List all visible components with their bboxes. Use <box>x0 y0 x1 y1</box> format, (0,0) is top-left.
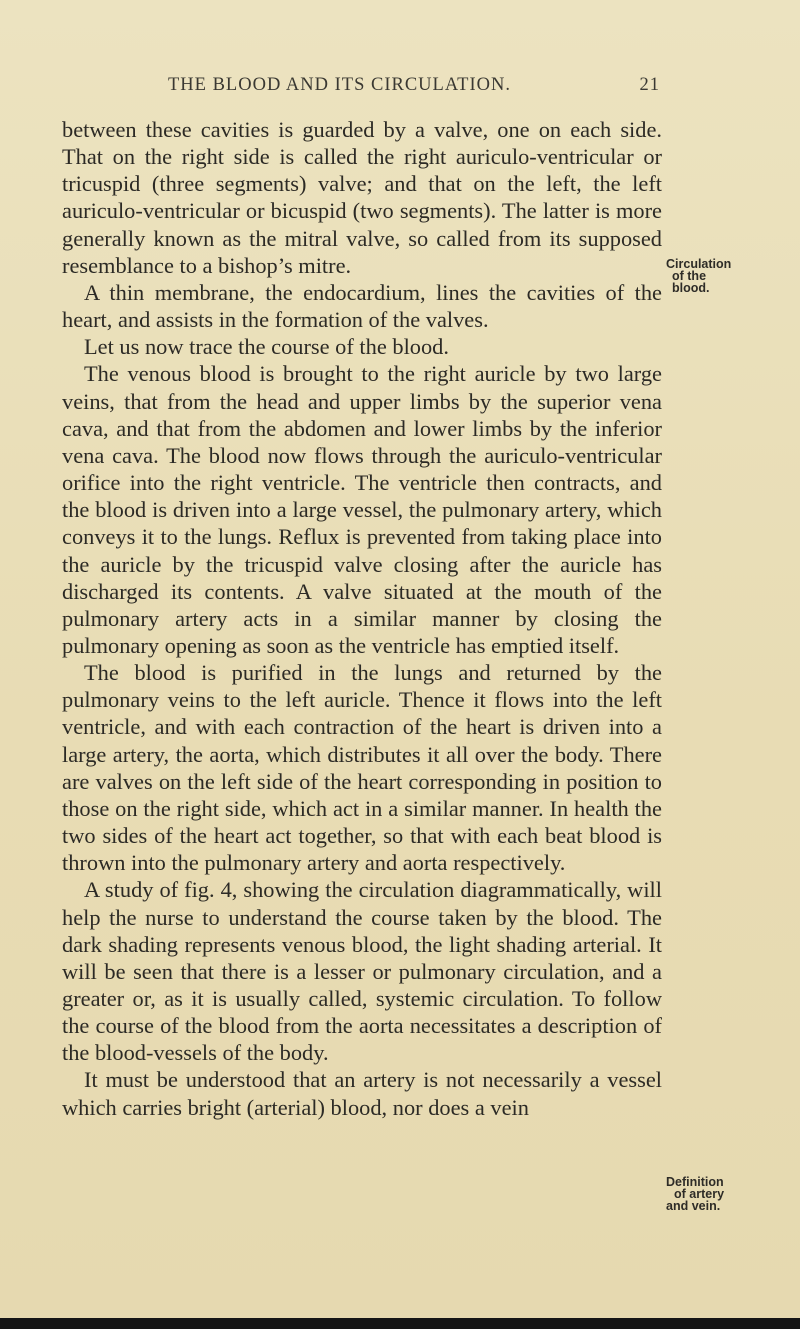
margin-note-circulation <box>666 258 796 294</box>
margin-note-line: Definition <box>666 1175 724 1189</box>
margin-note-line: of the <box>672 269 707 283</box>
margin-note-line: blood. <box>672 281 710 295</box>
paragraph-endocardium: A thin membrane, the endocardium, lines the cavities of the heart, and assists in the formation of the valves. <box>62 279 662 333</box>
margin-note-line: and vein. <box>666 1199 721 1213</box>
paragraph-artery-definition: It must be understood that an artery is not necessarily a vessel which carries bright (arterial) blood, nor does a vein <box>62 1067 662 1120</box>
paragraph-venous-blood: The venous blood is brought to the right auricle by two large veins, that from the head and upper limbs by the superior vena cava, and that from the abdomen and lower limbs by the inferior vena cava. The blood now flows through the auriculo-ventricular orifice into the right ventricle. The ventricle then contracts, and the blood is driven into a large vessel, the pulmonary artery, which conveys it to the lungs. Reflux is prevented from taking place into the auricle by the tricuspid valve closing after the auricle has discharged its contents. A valve situated at the mouth of the pulmonary artery acts in a similar manner by closing the pulmonary opening as soon as the ventricle has emptied itself. <box>62 361 662 658</box>
paragraph-valves: between these cavities is guarded by a valve, one on each side. That on the right side is called the right auriculo-ventricular or tricuspid (three segments) valve; and that on the left, the left auriculo-ventricular or bicuspid (two segments). The latter is more generally known as the mitral valve, so called from its supposed resemblance to a bishop’s mitre. <box>62 117 662 278</box>
body-text <box>62 116 662 1121</box>
margin-note-line: Circulation <box>666 257 732 271</box>
page-number: 21 <box>639 75 660 95</box>
margin-note-line: of artery <box>674 1187 725 1201</box>
paragraph-trace-course: Let us now trace the course of the blood. <box>84 334 449 360</box>
scan-bottom-edge <box>0 1318 800 1329</box>
paragraph-purified: The blood is purified in the lungs and returned by the pulmonary veins to the left auricle. Thence it flows into the left ventricle, and with each contraction of the heart is driven into a large artery, the aorta, which distributes it all over the body. There are valves on the left side of the heart corresponding in position to those on the right side, which act in a similar manner. In health the two sides of the heart act together, so that with each beat blood is thrown into the pulmonary artery and aorta respectively. <box>62 660 662 876</box>
paragraph-fig-study: A study of fig. 4, showing the circulation diagrammatically, will help the nurse to understand the course taken by the blood. The dark shading represents venous blood, the light shading arterial. It will be seen that there is a lesser or pulmonary circulation, and a greater or, as it is usually called, systemic circulation. To follow the course of the blood from the aorta necessitates a description of the blood-vessels of the body. <box>62 877 662 1066</box>
margin-note-definition <box>666 1176 796 1212</box>
running-head-title: THE BLOOD AND ITS CIRCULATION. <box>168 75 511 95</box>
